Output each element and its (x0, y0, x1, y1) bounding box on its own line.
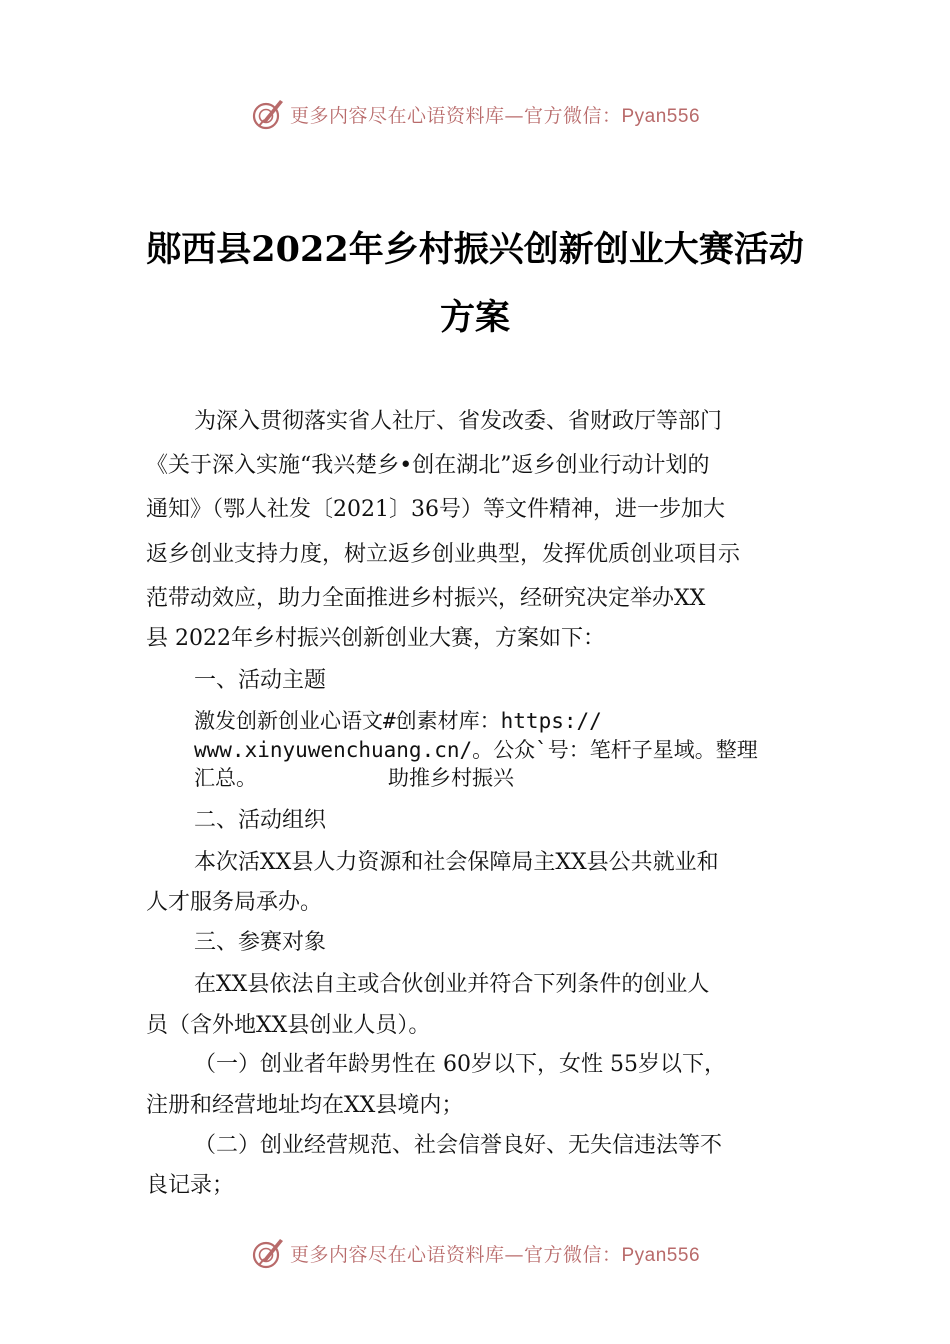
watermark-dash: — (504, 104, 524, 127)
participants-line-1: 在XX县依法自主或合伙创业并符合下列条件的创业人 (194, 972, 710, 997)
watermark-wechat-label: 官方微信： (523, 104, 622, 127)
quill-seal-logo-icon (250, 96, 286, 132)
watermark-main: 更多内容尽在心语资料库 (289, 104, 505, 127)
watermark-wechat-id: Pyan556 (621, 105, 701, 127)
intro-line-3: 通知》（鄂人社发〔2021〕36号）等文件精神，进一步加大 (146, 497, 725, 522)
organization-line-2: 人才服务局承办。 (146, 890, 323, 915)
organization-line-1: 本次活XX县人力资源和社会保障局主XX县公共就业和 (194, 850, 719, 875)
quill-seal-logo-icon (250, 1235, 286, 1271)
intro-line-1: 为深入贯彻落实省人社厅、省发改委、省财政厅等部门 (194, 409, 723, 434)
theme-line-3: 汇总。 (194, 766, 257, 790)
condition-2-line-1: （二）创业经营规范、社会信誉良好、无失信违法等不 (194, 1133, 723, 1158)
watermark-text (290, 1240, 700, 1267)
watermark-banner-top (0, 94, 950, 134)
document-title-line-2: 方案 (439, 297, 510, 338)
watermark-dash: — (504, 1243, 524, 1266)
section-heading-organization: 二、活动组织 (194, 808, 327, 833)
theme-line-4: 助推乡村振兴 (388, 766, 514, 790)
document-title-line-1: 郧西县2022年乡村振兴创新创业大赛活动 (146, 229, 804, 270)
watermark-text (290, 101, 700, 128)
intro-line-5: 范带动效应，助力全面推进乡村振兴，经研究决定举办XX (146, 586, 706, 611)
section-heading-participants: 三、参赛对象 (194, 930, 327, 955)
theme-line-2: www.xinyuwenchuang.cn/。公众`号：笔杆子星域。整理 (194, 738, 758, 762)
intro-line-2: 《关于深入实施“我兴楚乡•创在湖北”返乡创业行动计划的 (146, 453, 710, 478)
watermark-wechat-label: 官方微信： (523, 1243, 622, 1266)
theme-line-1: 激发创新创业心语文#创素材库：https:// (194, 709, 602, 733)
condition-1-line-1: （一）创业者年龄男性在 60岁以下，女性 55岁以下， (194, 1052, 726, 1077)
condition-1-line-2: 注册和经营地址均在XX县境内； (146, 1093, 464, 1118)
watermark-banner-bottom (0, 1233, 950, 1273)
condition-2-line-2: 良记录； (146, 1173, 235, 1198)
watermark-main: 更多内容尽在心语资料库 (289, 1243, 505, 1266)
section-heading-theme: 一、活动主题 (194, 668, 327, 693)
intro-line-6: 县 2022年乡村振兴创新创业大赛，方案如下： (146, 626, 605, 651)
participants-line-2: 员（含外地XX县创业人员）。 (146, 1013, 431, 1038)
watermark-wechat-id: Pyan556 (621, 1244, 701, 1266)
intro-line-4: 返乡创业支持力度，树立返乡创业典型，发挥优质创业项目示 (146, 542, 741, 567)
